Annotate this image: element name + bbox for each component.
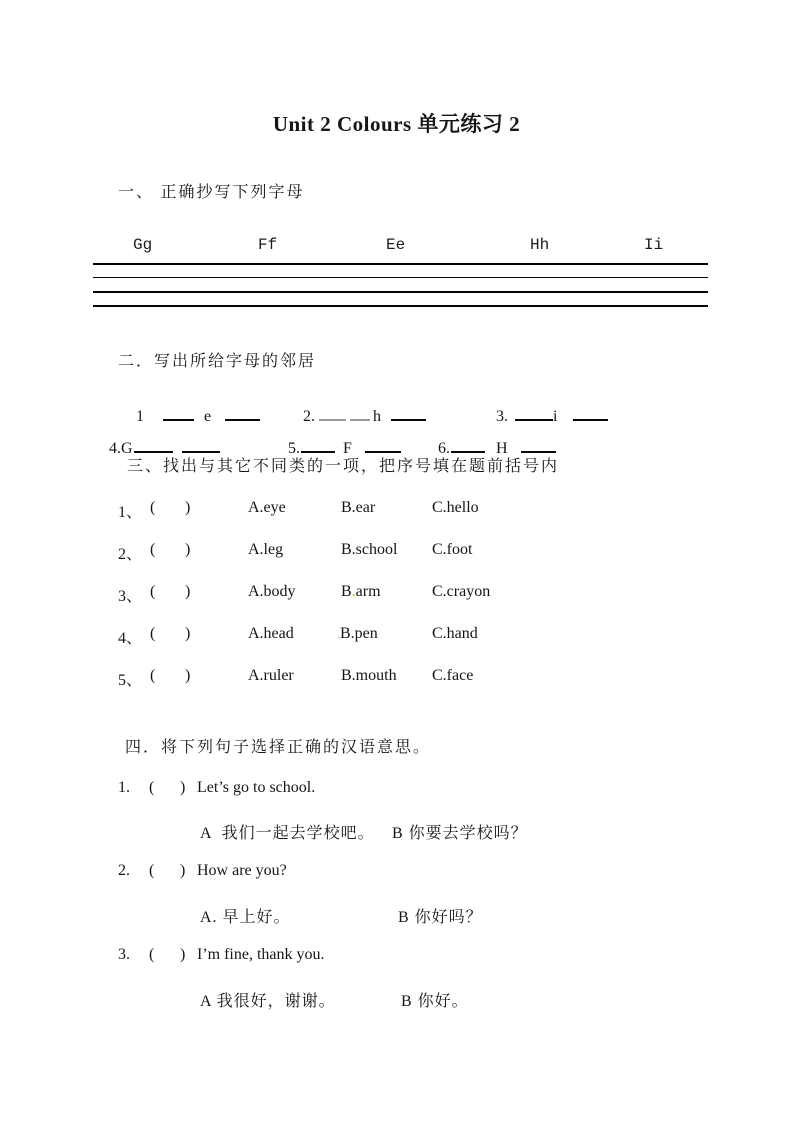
item-label: 2. [303,408,315,425]
item-number: 3、 [118,588,143,605]
bracket-open: ( [150,499,156,516]
odd-one-out-row [0,583,793,605]
answer-blank [301,440,335,453]
bracket-close: ) [185,499,191,516]
bracket-close: ) [185,625,191,642]
odd-one-out-row [0,625,793,647]
answer-blank [182,440,220,453]
option-c: C.crayon [432,583,491,600]
item-label: 4.G [109,440,133,457]
question-text: Let’s go to school. [197,779,316,796]
answer-blank-hint [350,408,370,421]
option-c: C.hand [432,625,478,642]
bracket-open: ( [150,541,156,558]
writing-line [93,277,708,278]
translation-answers-row [0,820,793,842]
answer-blank [451,440,485,453]
answer-option-a: A 我很好，谢谢。 [200,993,336,1010]
option-b [337,625,378,643]
tracing-letter: Hh [530,236,550,254]
tracing-letter: Ii [644,236,664,254]
item-label: 5. [288,440,300,457]
option-c: C.face [432,667,474,684]
item-number: 2、 [118,546,143,563]
odd-one-out-row [0,667,793,689]
bracket-close: ) [185,541,191,558]
option-b: B.ear [341,499,376,516]
given-letter: h [373,408,381,425]
translation-answers-row [0,904,793,926]
option-b-word: arm [355,583,381,600]
given-letter: F [343,440,352,457]
question-text: I’m fine, thank you. [197,946,325,963]
translation-answers-row [0,988,793,1010]
item-label: 6. [438,440,450,457]
given-letter: H [496,440,508,457]
option-b: B.mouth [341,667,397,684]
question-number: 3. [118,946,130,963]
question-text: How are you? [197,862,287,879]
answer-blank [225,408,260,421]
answer-blank [365,440,401,453]
given-letter: e [204,408,212,425]
answer-option-b: B 你好。 [401,993,469,1010]
bracket-open: ( [150,583,156,600]
option-c: C.hello [432,499,479,516]
translation-question-row [0,779,793,801]
answer-option-a: A 我们一起去学校吧。 [200,825,375,842]
section-four-heading: 四．将下列句子选择正确的汉语意思。 [125,739,432,756]
tracing-letter: Ff [258,236,278,254]
bracket-open: ( [149,862,155,879]
bracket-open: ( [150,667,156,684]
given-letter: i [553,408,558,425]
answer-option-a: A. 早上好。 [200,909,291,926]
answer-blank [134,440,173,453]
answer-blank [521,440,556,453]
option-a: A.head [248,625,294,642]
answer-option-b: B 你要去学校吗？ [392,825,528,842]
tracing-letter: Gg [133,236,153,254]
translation-question-row [0,946,793,968]
answer-blank [573,408,608,421]
section-two-heading: 二．写出所给字母的邻居 [118,353,317,370]
question-number: 2. [118,862,130,879]
answer-blank [163,408,194,421]
bracket-close: ) [185,667,191,684]
bracket-close: ) [185,583,191,600]
translation-question-row [0,862,793,884]
option-a: A.body [248,583,296,600]
bracket-open: ( [149,779,155,796]
item-number: 5、 [118,672,143,689]
writing-line [93,263,708,265]
answer-blank [391,408,426,421]
answer-blank [515,408,553,421]
bracket-open: ( [150,625,156,642]
answer-blank-hint [319,408,346,421]
writing-line [93,305,708,307]
option-b-text: B.pen [340,625,378,642]
item-number: 4、 [118,630,143,647]
odd-one-out-row [0,541,793,563]
tracing-letter: Ee [386,236,406,254]
item-number: 1、 [118,504,143,521]
option-a: A.leg [248,541,284,558]
odd-one-out-row [0,499,793,521]
question-number: 1. [118,779,130,796]
option-c: C.foot [432,541,473,558]
answer-option-b: B 你好吗？ [398,909,483,926]
option-b [341,583,381,601]
option-a: A.eye [248,499,286,516]
item-label: 3. [496,408,508,425]
page-title: Unit 2 Colours 单元练习 2 [272,112,521,136]
option-a: A.ruler [248,667,294,684]
option-b-dot: . [351,583,356,600]
section-three-heading: 三、找出与其它不同类的一项，把序号填在题前括号内 [127,458,560,475]
stray-dot: . [337,627,340,641]
bracket-close: ) [180,779,186,796]
bracket-open: ( [149,946,155,963]
writing-line [93,291,708,293]
section-one-heading: 一、 正确抄写下列字母 [118,184,305,201]
bracket-close: ) [180,862,186,879]
bracket-close: ) [180,946,186,963]
option-b: B.school [341,541,398,558]
option-b-letter: B [341,583,352,600]
item-label: 1 [136,408,144,425]
